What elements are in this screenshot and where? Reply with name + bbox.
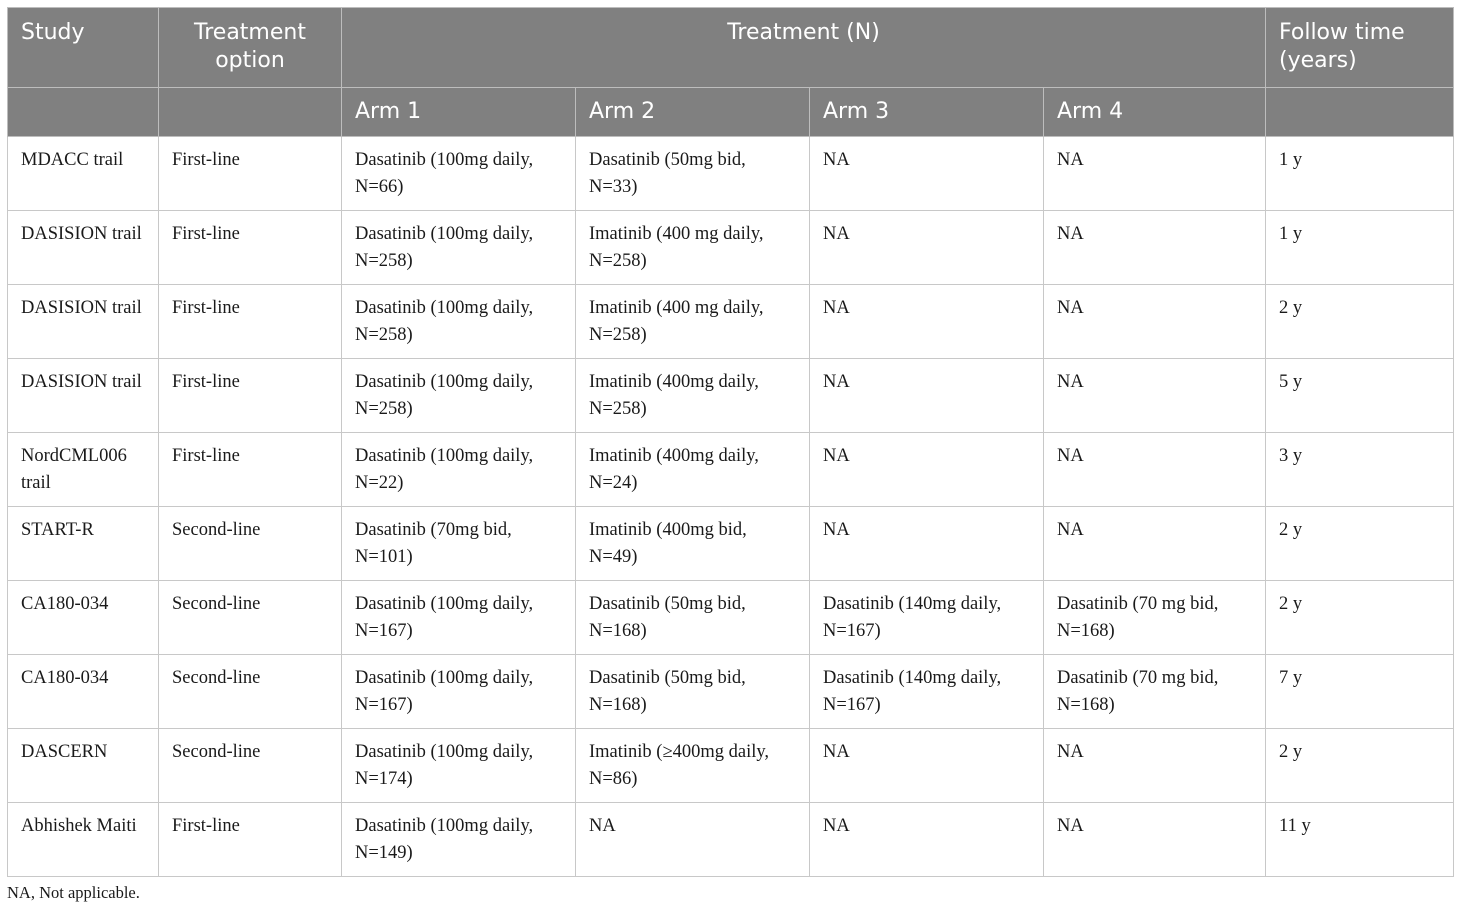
header-empty-option — [159, 88, 342, 137]
table-row — [8, 359, 1454, 433]
cell-arm2: Imatinib (400mg daily, N=258) — [576, 359, 810, 433]
cell-option: First-line — [159, 285, 342, 359]
cell-arm4: NA — [1044, 803, 1266, 877]
data-table — [7, 7, 1454, 877]
cell-arm4: NA — [1044, 433, 1266, 507]
cell-arm2: Imatinib (≥400mg daily, N=86) — [576, 729, 810, 803]
cell-arm3: NA — [810, 211, 1044, 285]
cell-follow: 5 y — [1266, 359, 1454, 433]
cell-arm4: NA — [1044, 359, 1266, 433]
cell-arm1: Dasatinib (100mg daily, N=258) — [342, 285, 576, 359]
cell-arm3: NA — [810, 433, 1044, 507]
cell-arm3: NA — [810, 507, 1044, 581]
cell-follow: 2 y — [1266, 507, 1454, 581]
cell-arm2: Dasatinib (50mg bid, N=168) — [576, 655, 810, 729]
table-row — [8, 433, 1454, 507]
cell-arm3: NA — [810, 137, 1044, 211]
cell-study: MDACC trail — [8, 137, 159, 211]
cell-arm4: NA — [1044, 211, 1266, 285]
cell-arm1: Dasatinib (100mg daily, N=149) — [342, 803, 576, 877]
header-arm1: Arm 1 — [342, 88, 576, 137]
cell-arm4: NA — [1044, 137, 1266, 211]
cell-arm3: NA — [810, 359, 1044, 433]
cell-arm4: NA — [1044, 507, 1266, 581]
cell-study: NordCML006 trail — [8, 433, 159, 507]
cell-study: DASCERN — [8, 729, 159, 803]
cell-option: First-line — [159, 211, 342, 285]
cell-arm2: Imatinib (400 mg daily, N=258) — [576, 211, 810, 285]
cell-arm4: NA — [1044, 729, 1266, 803]
cell-arm3: NA — [810, 729, 1044, 803]
cell-study: CA180-034 — [8, 655, 159, 729]
table-footnote: NA, Not applicable. — [7, 883, 140, 902]
cell-follow: 2 y — [1266, 729, 1454, 803]
cell-study: START-R — [8, 507, 159, 581]
header-treatment-n: Treatment (N) — [342, 8, 1266, 88]
cell-arm3: Dasatinib (140mg daily, N=167) — [810, 581, 1044, 655]
cell-follow: 7 y — [1266, 655, 1454, 729]
cell-option: First-line — [159, 137, 342, 211]
header-empty-study — [8, 88, 159, 137]
cell-arm3: Dasatinib (140mg daily, N=167) — [810, 655, 1044, 729]
header-treatment-option: Treatment option — [159, 8, 342, 88]
cell-arm1: Dasatinib (70mg bid, N=101) — [342, 507, 576, 581]
cell-arm1: Dasatinib (100mg daily, N=258) — [342, 211, 576, 285]
cell-follow: 2 y — [1266, 285, 1454, 359]
cell-follow: 2 y — [1266, 581, 1454, 655]
cell-arm1: Dasatinib (100mg daily, N=167) — [342, 655, 576, 729]
table-row — [8, 285, 1454, 359]
cell-arm1: Dasatinib (100mg daily, N=167) — [342, 581, 576, 655]
cell-arm2: Imatinib (400mg bid, N=49) — [576, 507, 810, 581]
cell-option: Second-line — [159, 729, 342, 803]
cell-arm1: Dasatinib (100mg daily, N=174) — [342, 729, 576, 803]
header-arm2: Arm 2 — [576, 88, 810, 137]
cell-follow: 1 y — [1266, 137, 1454, 211]
table-row — [8, 803, 1454, 877]
header-follow-time: Follow time (years) — [1266, 8, 1454, 88]
table-container — [7, 7, 1453, 877]
cell-follow: 1 y — [1266, 211, 1454, 285]
cell-study: DASISION trail — [8, 359, 159, 433]
header-row-2 — [8, 88, 1454, 137]
cell-option: First-line — [159, 803, 342, 877]
table-row — [8, 137, 1454, 211]
header-arm3: Arm 3 — [810, 88, 1044, 137]
cell-arm4: Dasatinib (70 mg bid, N=168) — [1044, 581, 1266, 655]
cell-arm2: Dasatinib (50mg bid, N=33) — [576, 137, 810, 211]
cell-option: First-line — [159, 359, 342, 433]
cell-arm4: NA — [1044, 285, 1266, 359]
table-row — [8, 211, 1454, 285]
cell-arm2: Imatinib (400 mg daily, N=258) — [576, 285, 810, 359]
header-study: Study — [8, 8, 159, 88]
cell-arm2: Dasatinib (50mg bid, N=168) — [576, 581, 810, 655]
cell-option: Second-line — [159, 507, 342, 581]
cell-arm2: NA — [576, 803, 810, 877]
header-row-1 — [8, 8, 1454, 88]
cell-arm3: NA — [810, 803, 1044, 877]
cell-study: DASISION trail — [8, 285, 159, 359]
cell-arm1: Dasatinib (100mg daily, N=22) — [342, 433, 576, 507]
cell-option: Second-line — [159, 581, 342, 655]
table-row — [8, 507, 1454, 581]
cell-study: DASISION trail — [8, 211, 159, 285]
cell-arm4: Dasatinib (70 mg bid, N=168) — [1044, 655, 1266, 729]
cell-arm1: Dasatinib (100mg daily, N=258) — [342, 359, 576, 433]
cell-arm3: NA — [810, 285, 1044, 359]
cell-follow: 3 y — [1266, 433, 1454, 507]
cell-study: Abhishek Maiti — [8, 803, 159, 877]
cell-arm1: Dasatinib (100mg daily, N=66) — [342, 137, 576, 211]
table-row — [8, 655, 1454, 729]
header-arm4: Arm 4 — [1044, 88, 1266, 137]
cell-option: Second-line — [159, 655, 342, 729]
cell-arm2: Imatinib (400mg daily, N=24) — [576, 433, 810, 507]
cell-option: First-line — [159, 433, 342, 507]
table-row — [8, 581, 1454, 655]
table-row — [8, 729, 1454, 803]
header-empty-follow — [1266, 88, 1454, 137]
cell-follow: 11 y — [1266, 803, 1454, 877]
cell-study: CA180-034 — [8, 581, 159, 655]
